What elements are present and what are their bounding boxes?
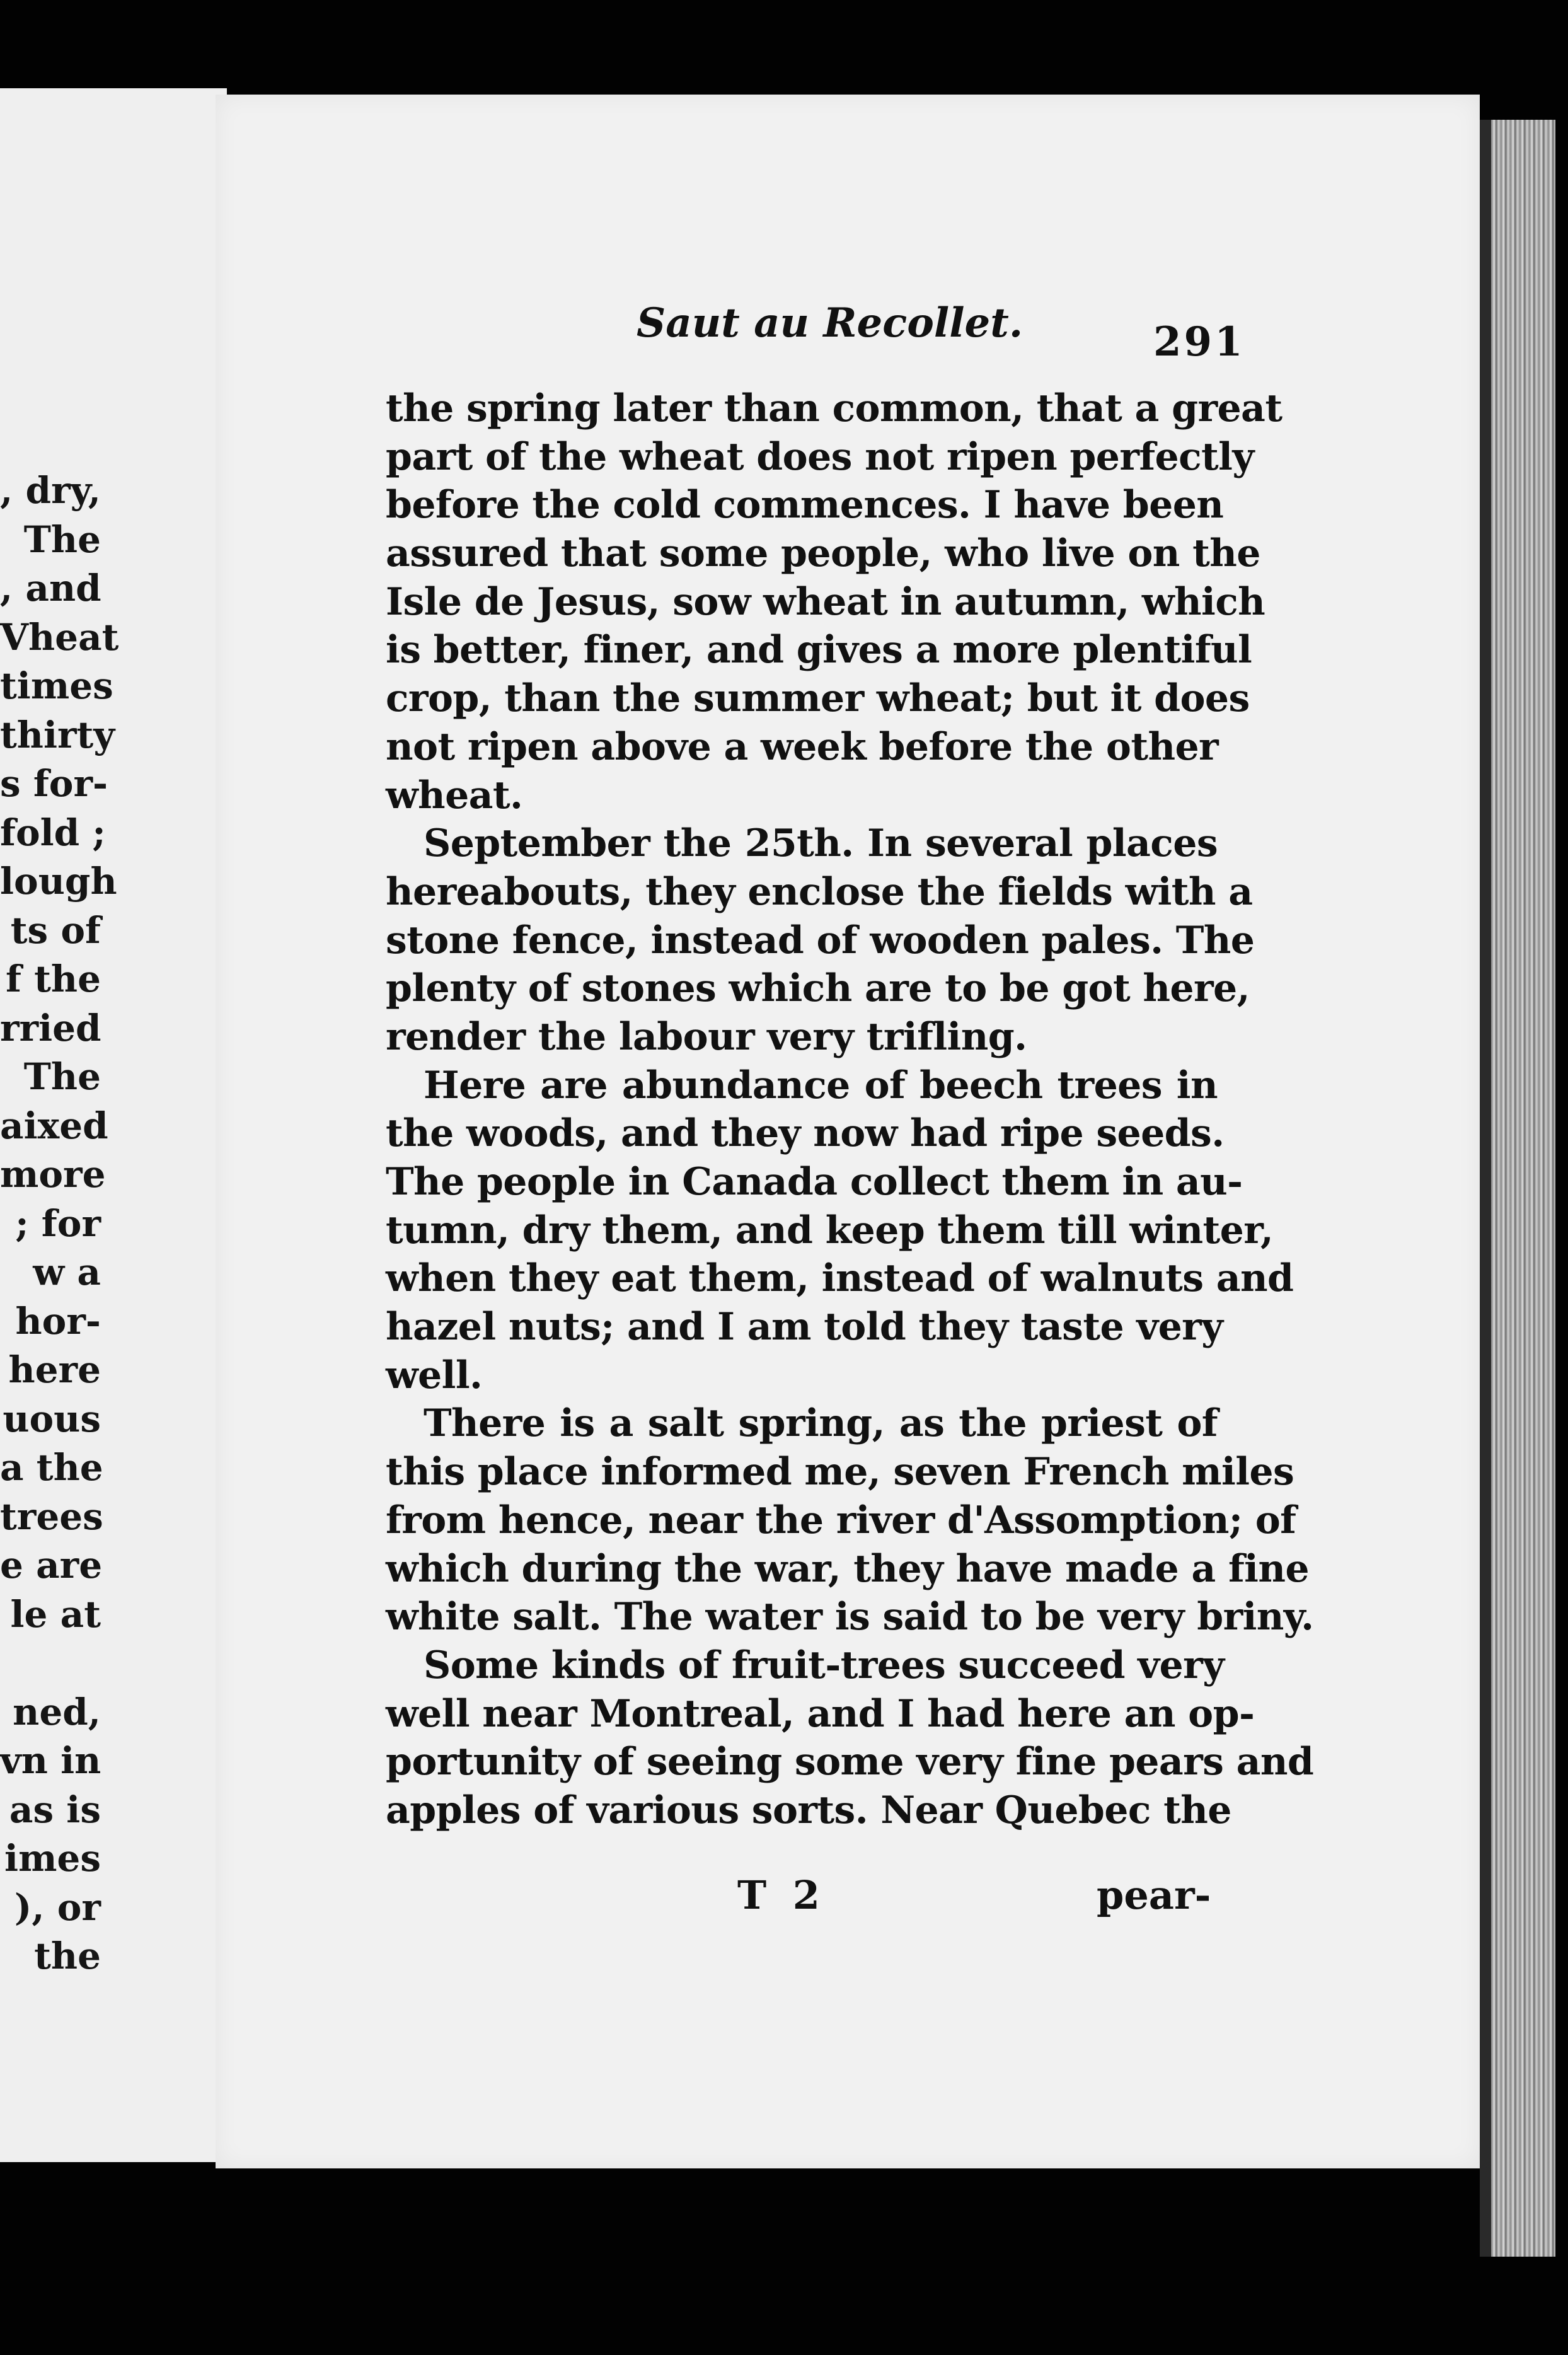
facing-line: a the [0, 1446, 103, 1489]
text-line: from hence, near the river d'Assomption; of [386, 1498, 1296, 1542]
text-line: tumn, dry them, and keep them till winter, [386, 1208, 1274, 1253]
text-line: Some kinds of fruit-trees succeed very [424, 1643, 1225, 1687]
text-line: wheat. [386, 773, 523, 818]
text-line: hereabouts, they enclose the fields with a [386, 869, 1253, 914]
facing-line: f the [5, 958, 101, 1000]
text-line: well near Montreal, and I had here an op- [386, 1691, 1255, 1736]
text-line: crop, than the summer wheat; but it does [386, 676, 1250, 721]
facing-line: le at [10, 1592, 101, 1636]
facing-line: uous [3, 1397, 101, 1440]
text-line: not ripen above a week before the other [386, 724, 1219, 769]
text-line: is better, finer, and gives a more plentiful [386, 628, 1252, 673]
facing-line: rried [0, 1006, 101, 1050]
facing-line: more [0, 1153, 106, 1196]
facing-line: , dry, [0, 469, 101, 512]
facing-line: ; for [15, 1201, 101, 1245]
running-head: Saut au Recollet. [637, 299, 1023, 347]
text-line: when they eat them, instead of walnuts and [386, 1256, 1294, 1301]
body-text [386, 385, 1314, 1835]
text-line: hazel nuts; and I am told they taste very [386, 1305, 1223, 1350]
page-edge-shadow [1480, 120, 1491, 2257]
facing-line: times [0, 664, 113, 707]
facing-line: as is [9, 1788, 101, 1831]
text-line: assured that some people, who live on the [386, 531, 1260, 576]
catchword: pear- [1097, 1872, 1211, 1918]
facing-line: thirty [0, 713, 115, 756]
facing-line: fold ; [0, 811, 106, 854]
text-line: Isle de Jesus, sow wheat in autumn, which [386, 579, 1265, 624]
facing-line: ned, [13, 1690, 101, 1733]
facing-line: aixed [0, 1104, 108, 1147]
text-line: part of the wheat does not ripen perfectly [386, 434, 1254, 479]
facing-line: The [23, 1055, 101, 1098]
facing-line: ), or [14, 1885, 101, 1929]
text-line: render the labour very trifling. [386, 1014, 1027, 1059]
text-line: September the 25th. In several places [424, 821, 1218, 866]
text-line: white salt. The water is said to be very briny. [386, 1595, 1314, 1640]
text-line: apples of various sorts. Near Quebec the [386, 1788, 1231, 1832]
facing-line: the [34, 1935, 101, 1977]
page-edges [1480, 120, 1555, 2257]
facing-line: trees [0, 1495, 103, 1538]
facing-line: Vheat [0, 615, 119, 659]
text-line: The people in Canada collect them in au- [386, 1160, 1243, 1204]
text-line: the woods, and they now had ripe seeds. [386, 1111, 1225, 1156]
facing-line: here [8, 1348, 101, 1391]
page-number: 291 [1153, 318, 1245, 366]
facing-line: The [23, 518, 101, 561]
facing-line: , and [0, 567, 101, 610]
text-line: There is a salt spring, as the priest of [424, 1401, 1218, 1446]
facing-line: w a [33, 1251, 101, 1293]
facing-line: e are [0, 1544, 103, 1587]
facing-line: hor- [15, 1299, 101, 1343]
text-line: well. [386, 1353, 483, 1397]
text-line: Here are abundance of beech trees in [424, 1063, 1218, 1108]
facing-page-fragment [0, 88, 227, 2162]
facing-line: lough [0, 860, 117, 903]
text-line: stone fence, instead of wooden pales. The [386, 918, 1255, 963]
text-line: which during the war, they have made a fine [386, 1546, 1309, 1591]
facing-line: ts of [10, 908, 101, 952]
text-line: portunity of seeing some very fine pears and [386, 1740, 1314, 1785]
facing-page-text [0, 466, 119, 1981]
facing-line: s for- [0, 762, 108, 805]
facing-line: imes [4, 1837, 101, 1880]
text-line: before the cold commences. I have been [386, 483, 1224, 528]
facing-line: vn in [0, 1739, 101, 1782]
facing-line [0, 1639, 101, 1688]
signature-mark: T 2 [737, 1872, 826, 1918]
text-line: the spring later than common, that a great [386, 386, 1283, 431]
text-line: plenty of stones which are to be got here, [386, 966, 1250, 1011]
text-line: this place informed me, seven French miles [386, 1450, 1294, 1495]
